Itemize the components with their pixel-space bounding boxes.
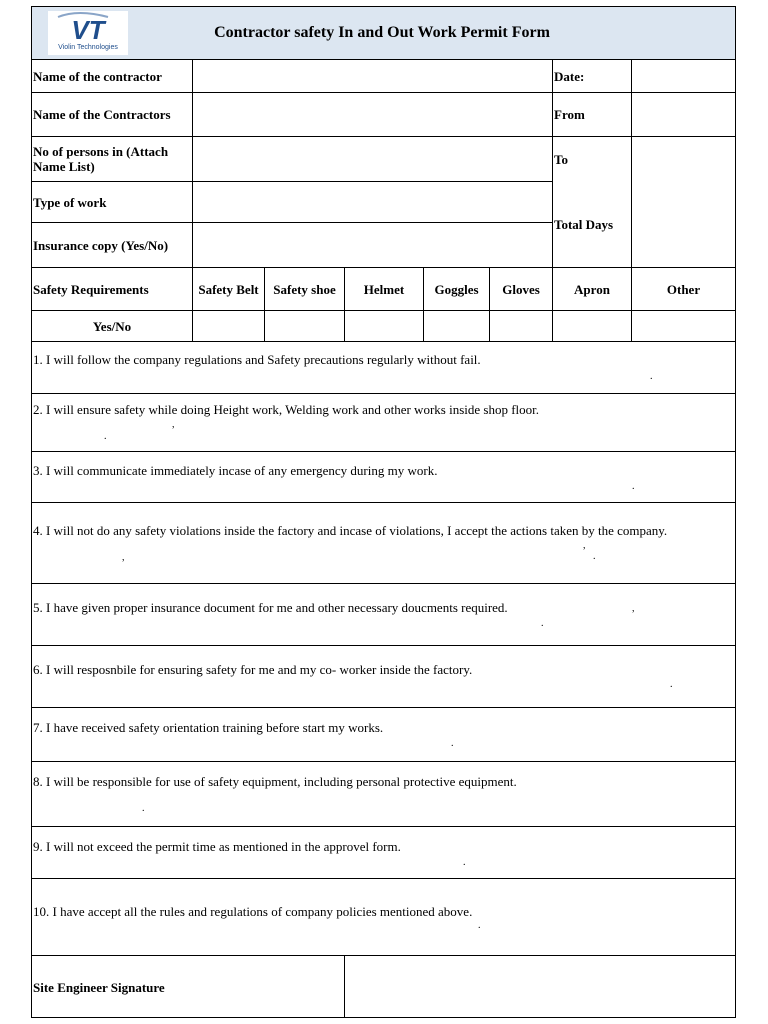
date-label: Date:	[554, 68, 585, 84]
logo-icon	[48, 11, 128, 45]
safety-item-safety-belt: Safety Belt	[198, 281, 259, 297]
from-label: From	[554, 107, 585, 122]
form-header	[32, 7, 735, 59]
safety-belt-check[interactable]	[193, 311, 264, 341]
gloves-check[interactable]	[490, 311, 552, 341]
insurance-field[interactable]	[193, 223, 552, 267]
statement-7: 7. I have received safety orientation training before start my works.	[33, 720, 384, 735]
statement-1: 1. I will follow the company regulations and Safety precautions regularly without fail.	[33, 352, 481, 367]
statement-10: 10. I have accept all the rules and regulations of company policies mentioned above.	[33, 904, 473, 919]
permit-form: VT Violin Technologies Contractor safety In and Out Work Permit Form Name of the contractor Date: Name of the Contractors From No of persons in (Attach Name List) To Type of work Total Days Insurance copy (Yes/No) Safety Requirements Safety Belt Safety shoe Helmet Goggles Gloves Apron Other Yes/No 1. I will follow the company regulations and Safety precautions regularly without fail. 2. I will ensure safety while doing Height work, Welding work and other works inside shop floor. 3. I will communicate immediately incase of any emergency during my work. 4. I will not do any safety violations inside the factory and incase of violations, I accept the actions taken by the company. 5. I have given proper insurance document for me and other necessary doucments required. 6. I will resposnbile for ensuring safety for me and my co- worker inside the factory. 7. I have received safety orientation training before start my works. 8. I will be responsible for use of safety equipment, including personal protective equipment. 9. I will not exceed the permit time as mentioned in the approvel form. 10. I have accept all the rules and regulations of company policies mentioned above. . , . . , , . , . . . . . . Site Engineer Signature	[31, 6, 736, 1018]
num-persons-field[interactable]	[193, 137, 552, 181]
num-persons-label: No of persons in (Attach Name List)	[33, 144, 169, 174]
statement-4: 4. I will not do any safety violations inside the factory and incase of violations, I accept the actions taken by the company.	[33, 523, 668, 538]
contractor-name-field[interactable]	[193, 60, 552, 92]
svg-text:VT: VT	[71, 15, 105, 45]
company-logo	[48, 11, 128, 55]
contractors-name-label: Name of the Contractors	[33, 107, 171, 122]
safety-shoe-check[interactable]	[265, 311, 344, 341]
to-field[interactable]	[632, 137, 735, 181]
insurance-label: Insurance copy (Yes/No)	[33, 237, 169, 253]
statement-9: 9. I will not exceed the permit time as mentioned in the approvel form.	[33, 839, 401, 854]
date-field[interactable]	[632, 60, 735, 92]
statement-2: 2. I will ensure safety while doing Height work, Welding work and other works inside shop floor.	[33, 402, 539, 417]
contractor-name-label: Name of the contractor	[33, 68, 162, 84]
apron-check[interactable]	[553, 311, 631, 341]
page-title: Contractor safety In and Out Work Permit Form	[214, 24, 550, 41]
helmet-check[interactable]	[345, 311, 423, 341]
safety-item-gloves: Gloves	[502, 281, 540, 297]
other-check[interactable]	[632, 311, 735, 341]
from-field[interactable]	[632, 93, 735, 136]
safety-item-other: Other	[666, 281, 701, 297]
site-engineer-signature-label: Site Engineer Signature	[33, 979, 165, 995]
to-label: To	[554, 151, 568, 167]
logo-caption: Violin Technologies	[58, 44, 118, 51]
type-of-work-label: Type of work	[33, 194, 107, 210]
safety-item-apron: Apron	[574, 281, 610, 297]
total-days-label: Total Days	[554, 217, 614, 232]
type-of-work-field[interactable]	[193, 182, 552, 222]
total-days-field[interactable]	[632, 182, 735, 267]
contractors-name-field[interactable]	[193, 93, 552, 136]
goggles-check[interactable]	[424, 311, 489, 341]
safety-requirements-label: Safety Requirements	[33, 281, 149, 297]
statement-5: 5. I have given proper insurance document for me and other necessary doucments required.	[33, 600, 508, 615]
safety-item-helmet: Helmet	[363, 281, 405, 297]
statement-8: 8. I will be responsible for use of safety equipment, including personal protective equipment.	[33, 774, 517, 789]
safety-item-safety-shoe: Safety shoe	[273, 281, 336, 297]
statement-3: 3. I will communicate immediately incase of any emergency during my work.	[33, 463, 438, 478]
safety-item-goggles: Goggles	[434, 281, 479, 297]
yes-no-label: Yes/No	[92, 318, 132, 334]
statement-6: 6. I will resposnbile for ensuring safety for me and my co- worker inside the factory.	[33, 662, 473, 677]
site-engineer-signature-field[interactable]	[345, 956, 735, 1018]
